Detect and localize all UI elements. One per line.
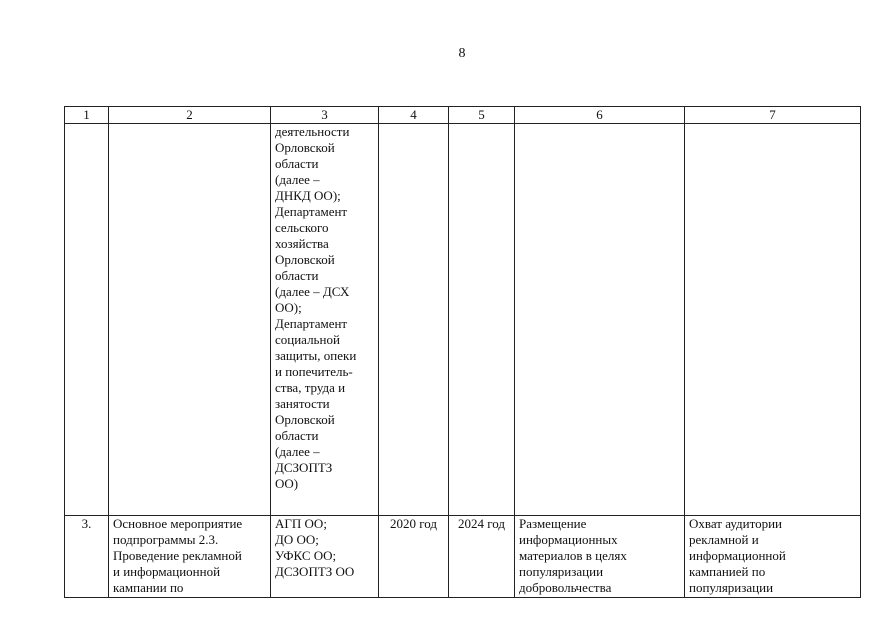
- column-header-4: 4: [379, 107, 449, 124]
- row-number-cell: 3.: [65, 516, 109, 598]
- program-table: [64, 106, 861, 598]
- executors-cell: АГП ОО; ДО ОО; УФКС ОО; ДСЗОПТЗ ОО: [271, 516, 379, 598]
- table-row: [65, 516, 861, 598]
- column-header-5: 5: [449, 107, 515, 124]
- column-header-7: 7: [685, 107, 861, 124]
- indicator-cell: Охват аудитории рекламной и информационной кампанией по популяризации: [685, 516, 861, 598]
- column-header-2: 2: [109, 107, 271, 124]
- end-year-cell: 2024 год: [449, 516, 515, 598]
- column-header-6: 6: [515, 107, 685, 124]
- row-number-cell: [65, 124, 109, 516]
- result-cell: [515, 124, 685, 516]
- indicator-cell: [685, 124, 861, 516]
- activity-name-cell: Основное мероприятие подпрограммы 2.3. Проведение рекламной и информационной кампании по: [109, 516, 271, 598]
- table-row: [65, 124, 861, 516]
- end-year-cell: [449, 124, 515, 516]
- start-year-cell: [379, 124, 449, 516]
- page-number: 8: [458, 46, 466, 61]
- activity-name-cell: [109, 124, 271, 516]
- table-header-row: [65, 107, 861, 124]
- column-header-1: 1: [65, 107, 109, 124]
- executors-cell: деятельности Орловской области (далее – ДНКД ОО); Департамент сельского хозяйства Орловской области (далее – ДСХ ОО); Департамент социальной защиты, опеки и попечитель- ства, труда и занятости Орловской области (далее – ДСЗОПТЗ ОО): [271, 124, 379, 516]
- start-year-cell: 2020 год: [379, 516, 449, 598]
- column-header-3: 3: [271, 107, 379, 124]
- result-cell: Размещение информационных материалов в целях популяризации добровольчества: [515, 516, 685, 598]
